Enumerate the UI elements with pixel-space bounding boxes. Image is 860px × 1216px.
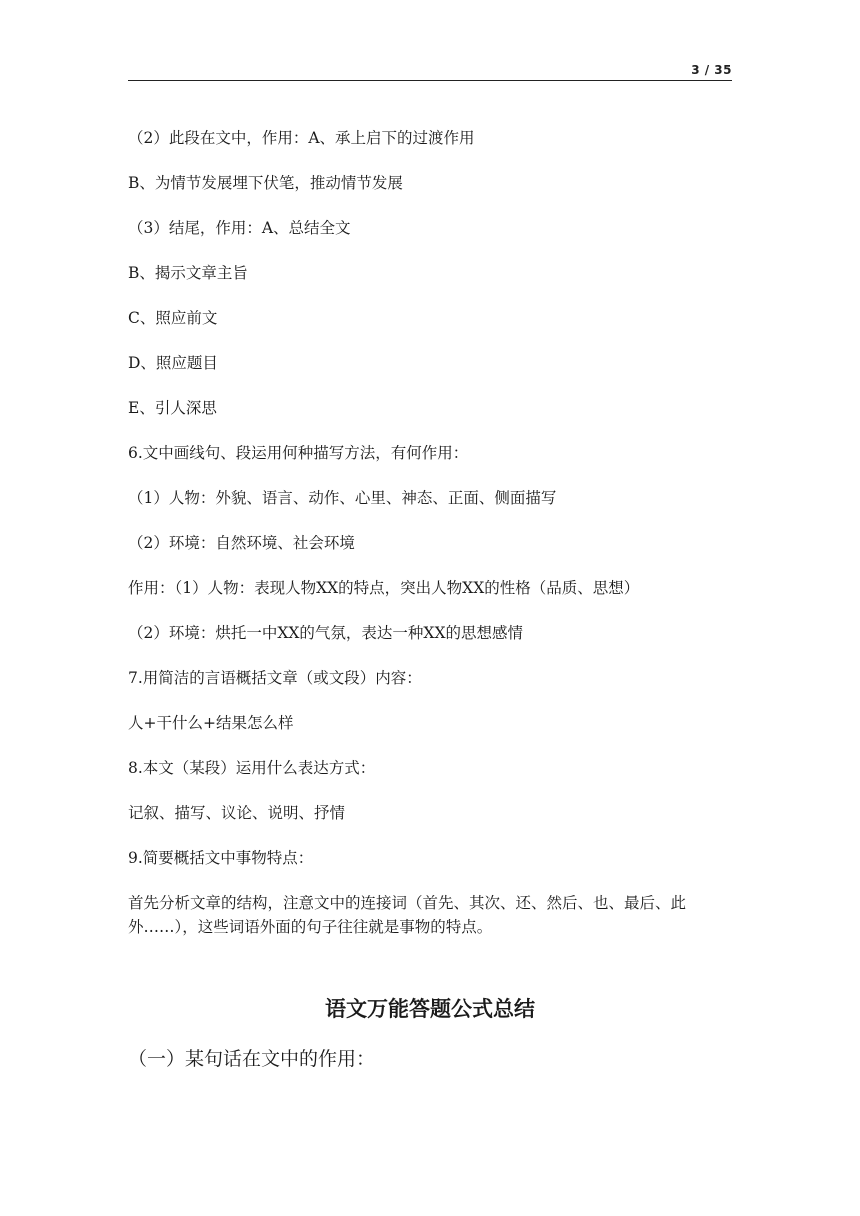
text-line: 9.简要概括文中事物特点： (128, 849, 314, 867)
text-line: （1）人物：外貌、语言、动作、心里、神态、正面、侧面描写 (128, 489, 557, 507)
text-line: 记叙、描写、议论、说明、抒情 (128, 804, 346, 822)
header-rule (128, 80, 732, 81)
text-line: C、照应前文 (128, 309, 218, 327)
text-line: 作用：（1）人物：表现人物XX的特点，突出人物XX的性格（品质、思想） (128, 579, 640, 597)
text-line: （2）环境：自然环境、社会环境 (128, 534, 355, 552)
text-line: （2）此段在文中，作用：A、承上启下的过渡作用 (128, 129, 475, 147)
text-line: 6.文中画线句、段运用何种描写方法，有何作用： (128, 444, 469, 462)
subheading: （一）某句话在文中的作用： (128, 1048, 376, 1070)
page-number: 3 / 35 (691, 63, 732, 77)
text-line: 7.用简洁的言语概括文章（或文段）内容： (128, 669, 422, 687)
text-line: （2）环境：烘托一中XX的气氛，表达一种XX的思想感情 (128, 624, 524, 642)
text-line: B、揭示文章主旨 (128, 264, 248, 282)
body-paragraph: 首先分析文章的结构，注意文中的连接词（首先、其次、还、然后、也、最后、此外……），这些词语外面的句子往往就是事物的特点。 (128, 894, 687, 936)
text-line: E、引人深思 (128, 399, 217, 417)
text-line: D、照应题目 (128, 354, 218, 372)
text-line: （3）结尾，作用：A、总结全文 (128, 219, 351, 237)
text-line: 人+干什么+结果怎么样 (128, 714, 294, 732)
section-title: 语文万能答题公式总结 (325, 997, 535, 1021)
text-line: 8.本文（某段）运用什么表达方式： (128, 759, 376, 777)
text-line: B、为情节发展埋下伏笔，推动情节发展 (128, 174, 403, 192)
